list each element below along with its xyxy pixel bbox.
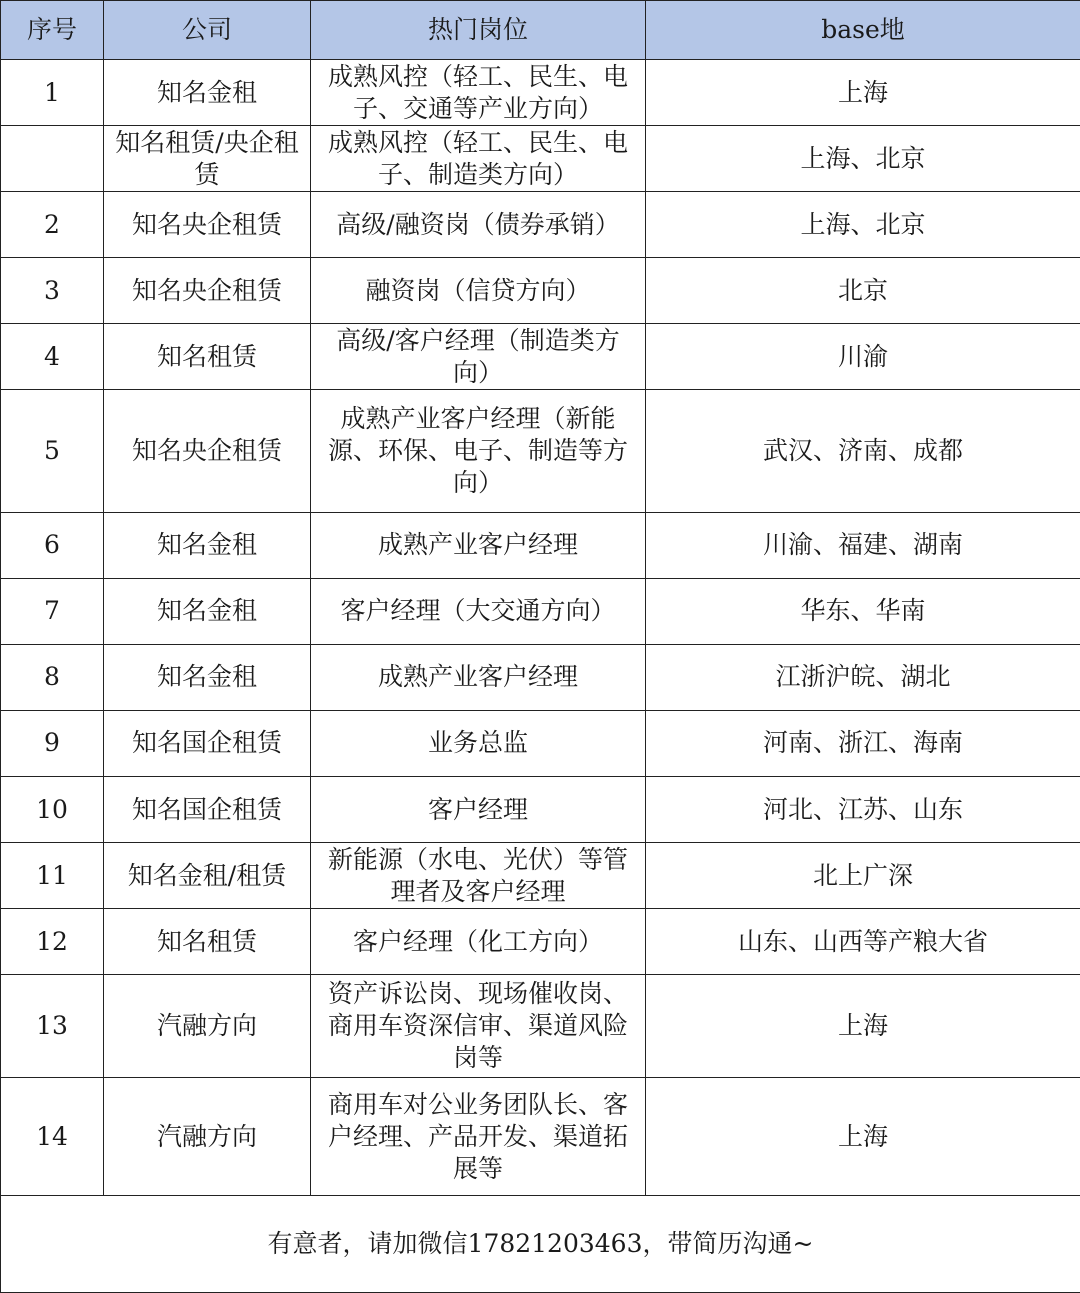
cell-base: 上海、北京 bbox=[646, 192, 1080, 258]
cell-base: 江浙沪皖、湖北 bbox=[646, 644, 1080, 710]
cell-position: 客户经理 bbox=[311, 777, 646, 843]
cell-no: 10 bbox=[1, 777, 104, 843]
cell-base: 上海、北京 bbox=[646, 126, 1080, 192]
header-no: 序号 bbox=[1, 1, 104, 60]
cell-position: 资产诉讼岗、现场催收岗、商用车资深信审、渠道风险岗等 bbox=[311, 975, 646, 1078]
table-row bbox=[1, 1078, 1080, 1195]
table-row bbox=[1, 512, 1080, 578]
cell-company: 知名国企租赁 bbox=[104, 777, 311, 843]
cell-base: 武汉、济南、成都 bbox=[646, 390, 1080, 512]
cell-no: 7 bbox=[1, 578, 104, 644]
cell-no: 2 bbox=[1, 192, 104, 258]
cell-position: 新能源（水电、光伏）等管理者及客户经理 bbox=[311, 843, 646, 909]
cell-company: 知名金租/租赁 bbox=[104, 843, 311, 909]
cell-no: 9 bbox=[1, 710, 104, 776]
header-row bbox=[1, 1, 1080, 60]
table-row bbox=[1, 258, 1080, 324]
table-row bbox=[1, 324, 1080, 390]
cell-base: 山东、山西等产粮大省 bbox=[646, 909, 1080, 975]
cell-company: 汽融方向 bbox=[104, 1078, 311, 1195]
cell-position: 商用车对公业务团队长、客户经理、产品开发、渠道拓展等 bbox=[311, 1078, 646, 1195]
cell-base: 华东、华南 bbox=[646, 578, 1080, 644]
cell-company: 知名租赁 bbox=[104, 324, 311, 390]
table-row bbox=[1, 843, 1080, 909]
table-row bbox=[1, 390, 1080, 512]
cell-no: 11 bbox=[1, 843, 104, 909]
table-row bbox=[1, 644, 1080, 710]
cell-position: 成熟风控（轻工、民生、电子、交通等产业方向） bbox=[311, 60, 646, 126]
cell-position: 成熟产业客户经理 bbox=[311, 644, 646, 710]
cell-company: 汽融方向 bbox=[104, 975, 311, 1078]
cell-no: 6 bbox=[1, 512, 104, 578]
cell-no: 5 bbox=[1, 390, 104, 512]
cell-position: 融资岗（信贷方向） bbox=[311, 258, 646, 324]
cell-base: 川渝 bbox=[646, 324, 1080, 390]
cell-no: 13 bbox=[1, 975, 104, 1078]
footer-row bbox=[1, 1195, 1080, 1292]
cell-company: 知名国企租赁 bbox=[104, 710, 311, 776]
cell-base: 河南、浙江、海南 bbox=[646, 710, 1080, 776]
cell-company: 知名金租 bbox=[104, 578, 311, 644]
cell-company: 知名租赁/央企租赁 bbox=[104, 126, 311, 192]
contact-note: 有意者，请加微信17821203463，带简历沟通~ bbox=[1, 1195, 1080, 1292]
cell-position: 成熟产业客户经理（新能源、环保、电子、制造等方向） bbox=[311, 390, 646, 512]
table-row bbox=[1, 710, 1080, 776]
cell-position: 客户经理（化工方向） bbox=[311, 909, 646, 975]
cell-base: 上海 bbox=[646, 975, 1080, 1078]
header-base: base地 bbox=[646, 1, 1080, 60]
header-company: 公司 bbox=[104, 1, 311, 60]
cell-no: 12 bbox=[1, 909, 104, 975]
table-row bbox=[1, 975, 1080, 1078]
cell-base: 上海 bbox=[646, 1078, 1080, 1195]
cell-position: 业务总监 bbox=[311, 710, 646, 776]
cell-base: 上海 bbox=[646, 60, 1080, 126]
table-row bbox=[1, 60, 1080, 126]
cell-company: 知名租赁 bbox=[104, 909, 311, 975]
cell-company: 知名央企租赁 bbox=[104, 192, 311, 258]
table-row bbox=[1, 578, 1080, 644]
cell-position: 成熟产业客户经理 bbox=[311, 512, 646, 578]
cell-no bbox=[1, 126, 104, 192]
cell-no: 4 bbox=[1, 324, 104, 390]
cell-company: 知名金租 bbox=[104, 512, 311, 578]
cell-no: 14 bbox=[1, 1078, 104, 1195]
cell-position: 高级/融资岗（债券承销） bbox=[311, 192, 646, 258]
cell-company: 知名央企租赁 bbox=[104, 390, 311, 512]
cell-base: 北京 bbox=[646, 258, 1080, 324]
table-row bbox=[1, 909, 1080, 975]
table-row bbox=[1, 192, 1080, 258]
cell-no: 3 bbox=[1, 258, 104, 324]
cell-company: 知名金租 bbox=[104, 60, 311, 126]
table-row bbox=[1, 126, 1080, 192]
cell-no: 1 bbox=[1, 60, 104, 126]
cell-base: 川渝、福建、湖南 bbox=[646, 512, 1080, 578]
table-row bbox=[1, 777, 1080, 843]
cell-position: 客户经理（大交通方向） bbox=[311, 578, 646, 644]
header-position: 热门岗位 bbox=[311, 1, 646, 60]
cell-position: 成熟风控（轻工、民生、电子、制造类方向） bbox=[311, 126, 646, 192]
cell-no: 8 bbox=[1, 644, 104, 710]
cell-base: 北上广深 bbox=[646, 843, 1080, 909]
cell-company: 知名金租 bbox=[104, 644, 311, 710]
cell-base: 河北、江苏、山东 bbox=[646, 777, 1080, 843]
cell-position: 高级/客户经理（制造类方向） bbox=[311, 324, 646, 390]
cell-company: 知名央企租赁 bbox=[104, 258, 311, 324]
